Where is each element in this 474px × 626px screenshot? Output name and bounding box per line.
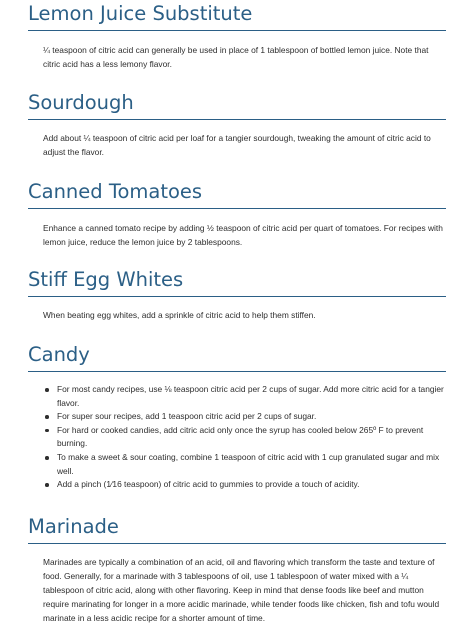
list-item: For super sour recipes, add 1 teaspoon citric acid per 2 cups of sugar. — [28, 410, 446, 424]
section-paragraph: Marinades are typically a combination of an acid, oil and flavoring which transform the taste and texture of food. Generally, for a marinade with 3 tablespoons of oil, use 1 tablespoon of water mixed with a ¼ tablespoon of citric acid, along with other flavoring. Keep in mind that dense foods like beef and mutton require marinating for longer in a more acidic marinade, while tender foods like chicken, fish and tofu would marinate in a less acidic recipe for a shorter amount of time. — [43, 557, 440, 623]
section-divider — [28, 208, 446, 209]
section-paragraph: When beating egg whites, add a sprinkle of citric acid to help them stiffen. — [43, 310, 316, 320]
list-item: Add a pinch (1⁄16 teaspoon) of citric acid to gummies to provide a touch of acidity. — [28, 478, 446, 492]
section-canned-tomatoes — [28, 180, 446, 249]
section-divider — [28, 119, 446, 120]
section-title: Sourdough — [28, 91, 134, 114]
section-title: Lemon Juice Substitute — [28, 2, 253, 25]
section-divider — [28, 296, 446, 297]
section-paragraph: Add about ¼ teaspoon of citric acid per loaf for a tangier sourdough, tweaking the amount of citric acid to adjust the flavor. — [43, 133, 431, 157]
section-marinade — [28, 515, 446, 625]
section-title: Canned Tomatoes — [28, 180, 203, 203]
list-item: For hard or cooked candies, add citric acid only once the syrup has cooled below 265º F to prevent burning. — [28, 424, 446, 451]
list-item: For most candy recipes, use ⅛ teaspoon citric acid per 2 cups of sugar. Add more citric acid for a tangier flavor. — [28, 383, 446, 410]
candy-bullet-list — [28, 383, 446, 492]
section-lemon-juice-substitute — [28, 2, 446, 71]
section-candy — [28, 343, 446, 492]
section-divider — [28, 371, 446, 372]
list-item: To make a sweet & sour coating, combine 1 teaspoon of citric acid with 1 cup granulated sugar and mix well. — [28, 451, 446, 478]
section-stiff-egg-whites — [28, 268, 446, 322]
section-title: Candy — [28, 343, 90, 366]
section-paragraph: ¼ teaspoon of citric acid can generally be used in place of 1 tablespoon of bottled lemon juice. Note that citric acid has a less lemony flavor. — [43, 45, 429, 69]
section-divider — [28, 30, 446, 31]
section-title: Stiff Egg Whites — [28, 268, 184, 291]
section-sourdough — [28, 91, 446, 159]
section-title: Marinade — [28, 515, 119, 538]
section-divider — [28, 543, 446, 544]
section-paragraph: Enhance a canned tomato recipe by adding ½ teaspoon of citric acid per quart of tomatoes. For recipes with lemon juice, reduce the lemon juice by 2 tablespoons. — [43, 223, 443, 247]
